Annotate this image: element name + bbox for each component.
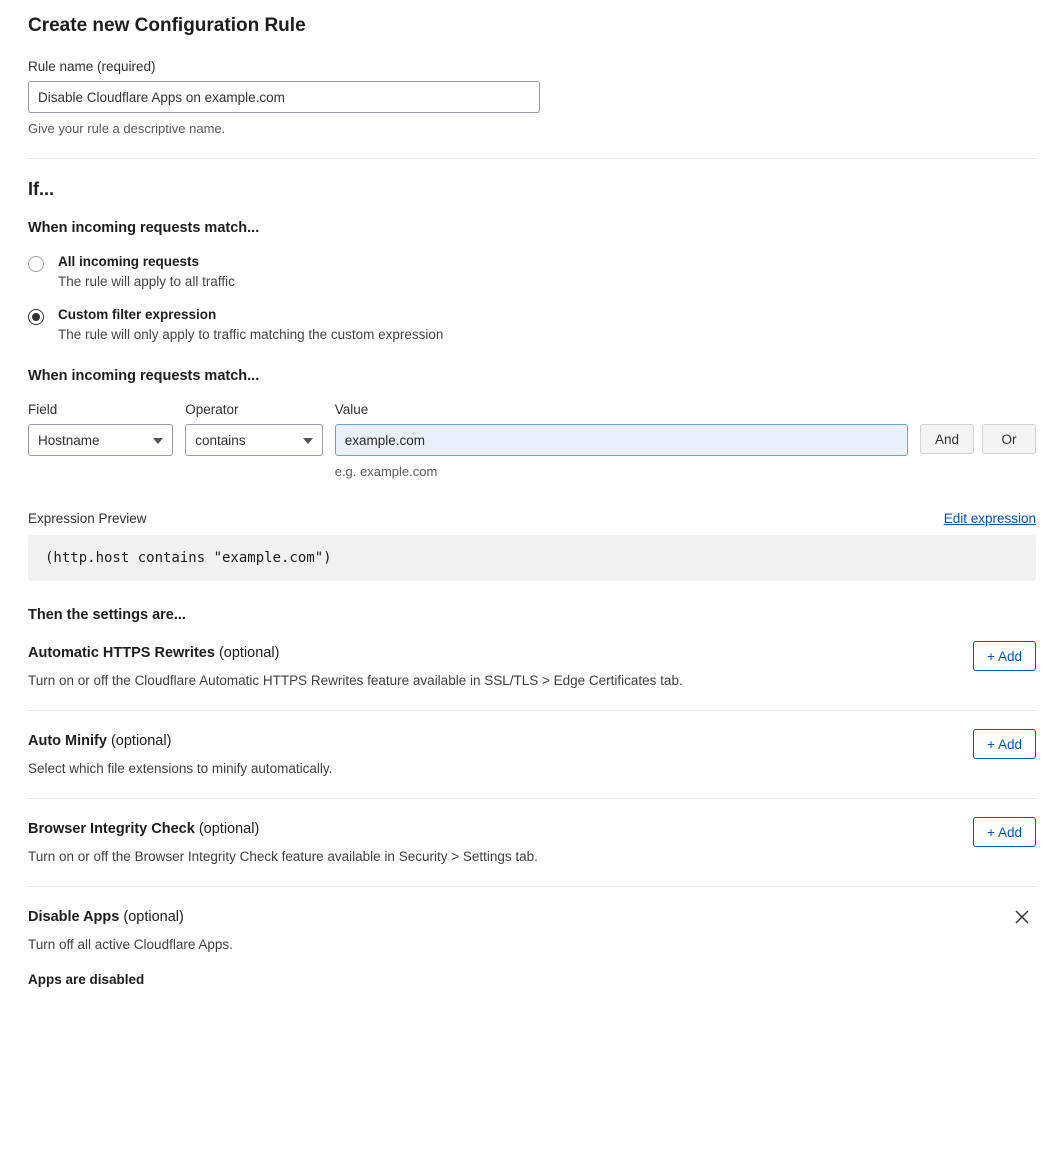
add-setting-button[interactable]: + Add xyxy=(973,729,1036,759)
radio-icon-unchecked[interactable] xyxy=(28,256,44,272)
or-button[interactable]: Or xyxy=(982,424,1036,454)
operator-select[interactable] xyxy=(185,424,322,456)
expression-builder-row xyxy=(28,402,1036,479)
radio-option-all-requests[interactable] xyxy=(28,254,1036,289)
setting-title xyxy=(28,821,1036,837)
chevron-down-icon xyxy=(153,438,163,444)
value-label: Value xyxy=(334,402,369,417)
operator-label: Operator xyxy=(185,402,239,417)
page-title: Create new Configuration Rule xyxy=(28,15,306,36)
if-section-heading: If... xyxy=(28,179,54,199)
field-select[interactable] xyxy=(28,424,173,456)
setting-name: Disable Apps xyxy=(28,909,120,925)
and-button[interactable]: And xyxy=(920,424,974,454)
radio-title: All incoming requests xyxy=(58,254,200,269)
edit-expression-link[interactable]: Edit expression xyxy=(943,511,1036,526)
setting-name: Automatic HTTPS Rewrites xyxy=(28,645,215,661)
setting-optional-tag: (optional) xyxy=(110,733,172,749)
radio-desc: The rule will only apply to traffic matching the custom expression xyxy=(58,327,444,342)
field-select-value: Hostname xyxy=(38,432,100,448)
setting-name: Browser Integrity Check xyxy=(28,821,195,837)
remove-setting-button[interactable] xyxy=(1010,905,1034,929)
radio-desc: The rule will apply to all traffic xyxy=(58,274,235,289)
value-input[interactable] xyxy=(335,424,908,456)
field-label: Field xyxy=(28,402,58,417)
radio-title: Custom filter expression xyxy=(58,307,217,322)
rule-name-helper: Give your rule a descriptive name. xyxy=(28,121,226,136)
then-settings-heading: Then the settings are... xyxy=(28,607,186,623)
and-or-column xyxy=(920,402,1036,455)
operator-column xyxy=(185,402,322,456)
expression-preview-label: Expression Preview xyxy=(28,511,147,526)
builder-heading: When incoming requests match... xyxy=(28,368,260,384)
add-setting-button[interactable]: + Add xyxy=(973,817,1036,847)
radio-option-custom-filter[interactable] xyxy=(28,307,1036,342)
setting-optional-tag: (optional) xyxy=(123,909,184,925)
divider-1 xyxy=(28,158,1036,159)
setting-description: Select which file extensions to minify automatically. xyxy=(28,761,333,776)
match-heading: When incoming requests match... xyxy=(28,220,260,236)
value-column xyxy=(335,402,908,479)
value-hint: e.g. example.com xyxy=(334,464,438,479)
setting-description: Turn on or off the Browser Integrity Check feature available in Security > Settings tab. xyxy=(28,849,538,864)
setting-optional-tag: (optional) xyxy=(198,821,260,837)
setting-name: Auto Minify xyxy=(28,733,107,749)
setting-browser-integrity-check xyxy=(28,798,1036,886)
operator-select-value: contains xyxy=(195,432,246,448)
setting-disable-apps xyxy=(28,886,1036,1009)
rule-name-input[interactable] xyxy=(28,81,540,113)
close-icon xyxy=(1010,905,1034,929)
setting-auto-minify xyxy=(28,710,1036,798)
field-column xyxy=(28,402,173,456)
radio-icon-checked[interactable] xyxy=(28,309,44,325)
expression-preview-box: (http.host contains "example.com") xyxy=(28,535,1036,581)
setting-title xyxy=(28,645,1036,661)
expression-preview-header xyxy=(28,511,1036,526)
setting-automatic-https-rewrites xyxy=(28,623,1036,710)
setting-optional-tag: (optional) xyxy=(218,645,280,661)
setting-title xyxy=(28,733,1036,749)
rule-name-label: Rule name (required) xyxy=(28,59,156,74)
setting-description: Turn on or off the Cloudflare Automatic HTTPS Rewrites feature available in SSL/TLS > Edge Certificates tab. xyxy=(28,673,683,688)
rule-name-group xyxy=(28,59,1036,136)
chevron-down-icon xyxy=(303,438,313,444)
setting-description: Turn off all active Cloudflare Apps. xyxy=(28,937,233,952)
add-setting-button[interactable]: + Add xyxy=(973,641,1036,671)
setting-title xyxy=(28,909,1036,925)
setting-status: Apps are disabled xyxy=(28,972,145,987)
